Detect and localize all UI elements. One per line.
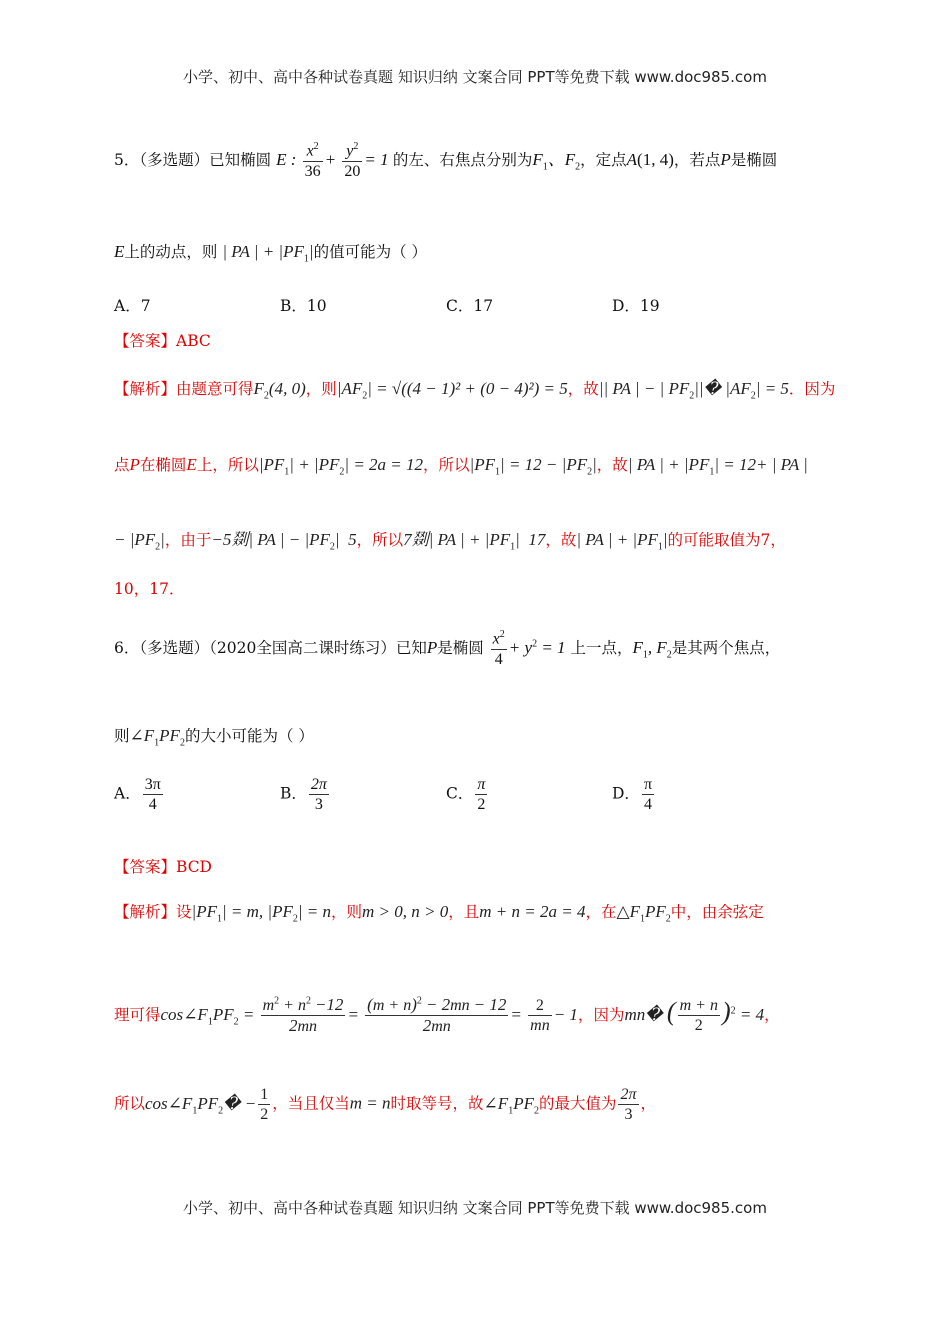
- q6-option-d-letter: D．: [612, 784, 640, 803]
- q6-option-b[interactable]: [280, 775, 331, 814]
- q6-s6: 理可得: [114, 1005, 161, 1024]
- q5-foci: $F_1$、$F_2$: [532, 149, 581, 173]
- q5-answer-label: 【答案】: [114, 332, 177, 350]
- q6-option-b-den: 3: [314, 796, 323, 814]
- q6-option-d-den: 4: [643, 796, 652, 814]
- q6-s12: 的最大值为: [538, 1094, 617, 1113]
- q6-option-a[interactable]: [114, 775, 165, 814]
- q6-cos-formula: $\cos\angle F_1PF_2$ = $\frac{m^2 + n^2 -12}{2mn}$ = $\frac{(m + n)^2 - 2mn - 12}{2mn}$ = $\frac{2}{mn}$ − 1: [160, 995, 578, 1036]
- q5-s5: 点: [114, 456, 130, 474]
- page-footer: 小学、初中、高中各种试卷真题 知识归纳 文案合同 PPT等免费下载 www.doc985.com: [183, 1199, 767, 1217]
- q6-point-p: P: [426, 637, 438, 657]
- q6-s3: ，且: [448, 903, 480, 921]
- q6-text-ze: 则: [114, 727, 130, 745]
- q5-option-c[interactable]: C．17: [446, 297, 494, 315]
- q6-s5: 中，由余弦定: [670, 903, 764, 921]
- q5-expr3: | PA | + $|PF_1|$: [576, 530, 668, 553]
- q5-solution-line2: [114, 456, 844, 477]
- q6-s11: 时取等号，故: [390, 1094, 484, 1113]
- q6-eq-cond: m = n: [349, 1093, 391, 1113]
- q5-e: E: [114, 242, 125, 261]
- q5-pf1-eq: $|PF_1| = 12 - |PF_2|$: [469, 455, 597, 478]
- q6-s7: ，因为: [577, 1005, 625, 1024]
- q5-s13: 的可能取值为7，: [667, 531, 786, 549]
- q6-solution-line1: [114, 903, 844, 924]
- q5-solution-line3: [114, 531, 844, 552]
- q5-af2-calc: $|AF_2| = √((4 - 1)^2 + (0 - 4)^2) = 5$: [336, 379, 568, 402]
- q5-s4: ．因为: [788, 380, 836, 398]
- q6-s10: ，当且仅当: [272, 1094, 350, 1113]
- q5-text-fixed: ，定点: [580, 150, 627, 169]
- q5-question-end: 的值可能为（ ）: [313, 243, 427, 261]
- q6-answer-label: 【答案】: [114, 858, 177, 876]
- q5-number: 5．: [114, 150, 140, 169]
- q5-stem-line1: 5．（多选题）已知椭圆 E : $\frac{x^2}{36}$ + $\frac{y^2}{20}$ = 1 的左、右焦点分别为$F_1$、$F_2$，定点A(1, 4)，若点P是椭圆: [114, 141, 778, 180]
- q5-s12: ，故: [545, 531, 577, 549]
- q6-option-b-letter: B．: [280, 784, 307, 803]
- q6-question-end: 的大小可能为（ ）: [184, 727, 314, 745]
- q5-solution-line4: 10，17．: [114, 580, 185, 598]
- q6-s1: 设: [176, 903, 192, 921]
- q5-text-if: ，若点: [673, 150, 721, 169]
- q6-cos-bound: $\cos\angle F_1PF_2�$ − $\frac{1}{2}$: [145, 1086, 269, 1124]
- q6-solution-line2: [114, 995, 844, 1037]
- q6-text-on: 上一点，: [570, 638, 633, 657]
- q5-expr2: | PA | + $|PF_1| = 12+$ | PA |: [627, 455, 808, 478]
- q6-triangle: $\triangle F_1PF_2$: [616, 902, 671, 925]
- q6-option-a-den: 4: [148, 796, 157, 814]
- q5-s6: 在椭圆: [139, 456, 187, 474]
- q5-s1: 由题意可得: [176, 380, 254, 398]
- q5-range1: −5剟| PA | − $|PF_2|$ 5: [211, 530, 357, 553]
- q6-option-c[interactable]: [446, 775, 489, 814]
- q5-minus-pf2: − $|PF_2|$: [114, 530, 165, 553]
- q5-s8: ，所以: [423, 456, 470, 474]
- q5-s10: ，由于: [164, 531, 212, 549]
- q6-s9: 所以: [114, 1094, 146, 1113]
- q6-s13: ，: [640, 1094, 657, 1113]
- q5-s3: ，故: [567, 380, 599, 398]
- q5-answer: [114, 334, 844, 350]
- q5-point-p: P: [720, 149, 731, 169]
- q6-option-d[interactable]: [612, 775, 656, 814]
- q6-tag: （多选题）（2020全国高二课时练习）已知: [139, 638, 427, 657]
- q6-option-b-num: 2π: [310, 776, 327, 793]
- q6-option-c-num: π: [477, 776, 486, 793]
- q6-stem-line1: [114, 629, 844, 669]
- q5-s2: ，则: [305, 380, 337, 398]
- q5-s9: ，故: [596, 456, 628, 474]
- q5-range2: 7剟| PA | + $|PF_1|$ 17: [403, 530, 546, 553]
- q6-def-mn: $|PF_1| = m$, $|PF_2| = n$: [191, 902, 332, 925]
- q5-point-a: A: [626, 149, 638, 169]
- q6-option-a-letter: A．: [114, 784, 141, 803]
- q5-p2: P: [129, 455, 140, 474]
- q6-answer-value: BCD: [176, 858, 212, 876]
- q6-jiexi-label: 【解析】: [114, 903, 177, 921]
- q5-ineq: || PA | − | $PF_2||�$ $|AF_2| = 5$: [598, 379, 789, 402]
- q5-option-a[interactable]: A．7: [114, 297, 151, 315]
- q5-jiexi-label: 【解析】: [114, 380, 177, 398]
- q5-text-mid: 的左、右焦点分别为: [392, 150, 533, 169]
- q6-angle2: $\angle F_1PF_2$: [483, 1093, 539, 1117]
- q6-s2: ，则: [331, 903, 363, 921]
- q6-foci: $F_1$, $F_2$: [632, 637, 672, 661]
- q6-text-foci: 是其两个焦点，: [671, 638, 781, 657]
- q5-ellipse-eq: E : $\frac{x^2}{36}$ + $\frac{y^2}{20}$ = 1: [276, 141, 389, 180]
- q5-tag: （多选题）已知椭圆: [139, 150, 272, 169]
- q5-option-d[interactable]: D．19: [612, 297, 660, 315]
- q6-sum: m + n = 2a = 4: [479, 902, 586, 921]
- q6-options: [114, 775, 844, 825]
- q5-s7: 上，所以: [196, 456, 259, 474]
- q5-e2: E: [186, 455, 197, 474]
- q6-stem-line2: [114, 727, 844, 748]
- q6-s8: ，: [764, 1005, 780, 1024]
- q6-angle: $\angle F_1PF_2$: [129, 726, 185, 749]
- q6-option-c-letter: C．: [446, 784, 474, 803]
- q5-expr: | PA | + $|PF_1|$: [222, 242, 314, 265]
- q5-stem-line2: [114, 243, 844, 264]
- q5-option-b[interactable]: B．10: [280, 297, 327, 315]
- q6-max-value: $\frac{2\pi}{3}$: [620, 1086, 637, 1124]
- q6-positive: m > 0, n > 0: [362, 902, 449, 921]
- q6-option-d-num: π: [643, 776, 653, 793]
- q6-text-is: 是椭圆: [437, 638, 484, 657]
- q5-f2-point: $F_2(4$, 0): [253, 379, 306, 402]
- q5-text-dynamic: 上的动点，则: [124, 243, 218, 261]
- q6-solution-line3: [114, 1085, 844, 1124]
- q6-option-a-num: 3π: [144, 776, 161, 793]
- q6-number: 6．: [114, 638, 140, 657]
- q6-answer: [114, 860, 844, 876]
- q5-sum-foci: $|PF_1| + |PF_2| = 2a = 12$: [258, 455, 424, 478]
- q6-ellipse-eq: $\frac{x^2}{4}$ + $y^2 = 1$: [492, 629, 566, 668]
- page-header: 小学、初中、高中各种试卷真题 知识归纳 文案合同 PPT等免费下载 www.doc985.com: [183, 68, 767, 86]
- q5-s11: ，所以: [356, 531, 404, 549]
- q6-s4: ，在: [585, 903, 617, 921]
- q5-solution-line1: [114, 380, 844, 401]
- q5-text-is: 是椭圆: [730, 150, 778, 169]
- q5-answer-value: ABC: [176, 332, 211, 350]
- q6-amgm: mn� ( $\frac{m + n}{2}$ )$^2$ = 4: [624, 996, 765, 1035]
- q6-option-c-den: 2: [477, 796, 486, 814]
